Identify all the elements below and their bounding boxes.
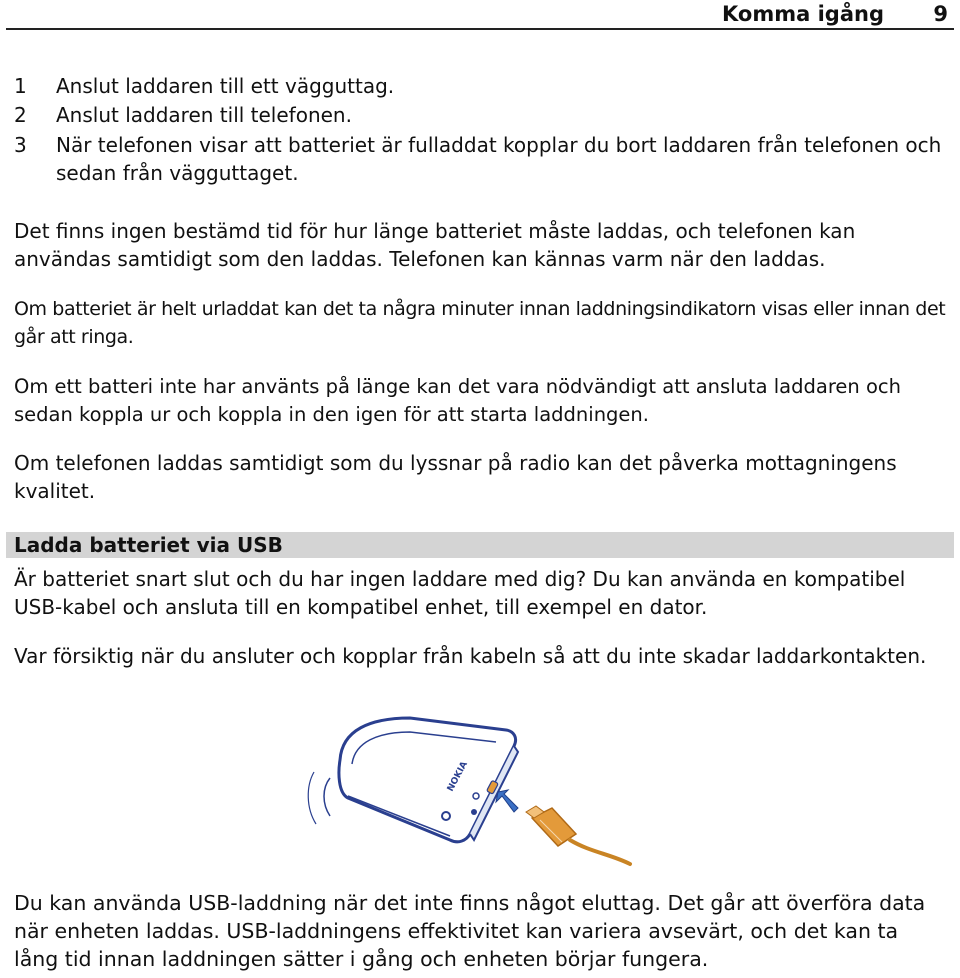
page-header xyxy=(0,0,960,32)
phone-brand-logo: NOKIA xyxy=(445,760,470,794)
list-item xyxy=(14,101,944,130)
section-heading-bar xyxy=(6,532,954,558)
list-item xyxy=(14,131,944,187)
paragraph-empty-battery: Om batteriet är helt urladdat kan det ta några minuter innan laddningsindikatorn visas eller innan det går att ringa. xyxy=(14,298,946,348)
charging-steps-list xyxy=(14,72,944,187)
paragraph-usb-intro: Är batteriet snart slut och du har ingen laddare med dig? Du kan använda en kompatibel USB-kabel och ansluta till en kompatibel enhet, till exempel en dator. xyxy=(14,567,906,619)
step-number: 2 xyxy=(14,103,27,127)
page-number: 9 xyxy=(933,2,948,26)
phone-drawing xyxy=(308,718,518,842)
step-number: 3 xyxy=(14,133,27,157)
paragraph-usb-caution: Var försiktig när du ansluter och kopplar från kabeln så att du inte skadar laddarkontakten. xyxy=(14,644,927,668)
paragraph-charging-time: Det finns ingen bestämd tid för hur länge batteriet måste laddas, och telefonen kan användas samtidigt som den laddas. Telefonen kan kännas varm när den laddas. xyxy=(14,219,856,271)
insert-arrow-icon xyxy=(496,790,518,812)
paragraph-radio-reception: Om telefonen laddas samtidigt som du lyssnar på radio kan det påverka mottagningens kvalitet. xyxy=(14,451,897,503)
paragraph-unused-battery: Om ett batteri inte har använts på länge kan det vara nödvändigt att ansluta laddaren och sedan koppla ur och koppla in den igen för att starta laddningen. xyxy=(14,375,901,426)
step-text: När telefonen visar att batteriet är fulladdat kopplar du bort laddaren från telefonen och sedan från vägguttaget. xyxy=(56,133,942,185)
section-heading: Ladda batteriet via USB xyxy=(14,533,283,557)
paragraph-usb-charging-info: Du kan använda USB-laddning när det inte finns något eluttag. Det går att överföra data när enheten laddas. USB-laddningens effektivitet kan variera avsevärt, och det kan ta lång tid innan laddningen sätter i gång och enheten börjar fungera. xyxy=(14,891,926,971)
header-divider xyxy=(6,28,954,30)
chapter-title: Komma igång xyxy=(722,2,884,26)
usb-cable-drawing xyxy=(526,806,630,864)
step-number: 1 xyxy=(14,74,27,98)
step-text: Anslut laddaren till ett vägguttag. xyxy=(56,74,395,98)
usb-charging-illustration xyxy=(300,700,640,880)
list-item xyxy=(14,72,944,101)
step-text: Anslut laddaren till telefonen. xyxy=(56,103,352,127)
